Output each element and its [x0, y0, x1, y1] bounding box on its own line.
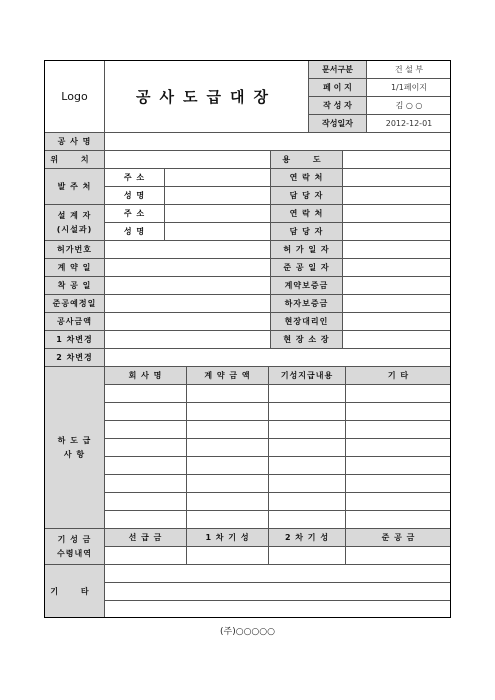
subcontract-col-etc: 기 타	[346, 367, 451, 385]
subcontract-col-amount: 계 약 금 액	[187, 367, 269, 385]
subcontract-etc-cell[interactable]	[346, 493, 451, 511]
progress-col-first: 1 차 기 성	[187, 529, 269, 547]
date-label: 작성일자	[309, 115, 367, 133]
progress-first-field[interactable]	[187, 547, 269, 565]
document-title: 공사도급대장	[105, 61, 309, 133]
client-address-label: 주 소	[105, 169, 165, 187]
subcontract-label	[45, 367, 105, 529]
permit-no-label: 허가번호	[45, 241, 105, 259]
subcontract-col-payment: 기성지급내용	[269, 367, 346, 385]
subcontract-etc-cell[interactable]	[346, 511, 451, 529]
contract-deposit-label: 계약보증금	[271, 277, 343, 295]
subcontract-amount-cell[interactable]	[187, 439, 269, 457]
subcontract-etc-cell[interactable]	[346, 385, 451, 403]
client-name-label: 성 명	[105, 187, 165, 205]
change2-label: 2 차변경	[45, 349, 105, 367]
permit-date-label: 허 가 일 자	[271, 241, 343, 259]
defect-deposit-label: 하자보증금	[271, 295, 343, 313]
subcontract-label-line2: 사 항	[63, 449, 86, 459]
start-date-field[interactable]	[105, 277, 271, 295]
site-agent-field[interactable]	[343, 313, 451, 331]
site-manager-label: 현 장 소 장	[271, 331, 343, 349]
subcontract-amount-cell[interactable]	[187, 475, 269, 493]
change1-field[interactable]	[105, 331, 271, 349]
amount-field[interactable]	[105, 313, 271, 331]
subcontract-company-cell[interactable]	[105, 457, 187, 475]
client-manager-label: 담 당 자	[271, 187, 343, 205]
subcontract-amount-cell[interactable]	[187, 511, 269, 529]
progress-label	[45, 529, 105, 565]
change2-field[interactable]	[105, 349, 451, 367]
doc-type-label: 문서구분	[309, 61, 367, 79]
site-manager-field[interactable]	[343, 331, 451, 349]
designer-contact-label: 연 락 처	[271, 205, 343, 223]
subcontract-payment-cell[interactable]	[269, 475, 346, 493]
amount-label: 공사금액	[45, 313, 105, 331]
subcontract-etc-cell[interactable]	[346, 475, 451, 493]
subcontract-etc-cell[interactable]	[346, 457, 451, 475]
subcontract-etc-cell[interactable]	[346, 439, 451, 457]
etc-field-1[interactable]	[105, 565, 451, 583]
defect-deposit-field[interactable]	[343, 295, 451, 313]
subcontract-company-cell[interactable]	[105, 493, 187, 511]
client-name-field[interactable]	[165, 187, 271, 205]
subcontract-company-cell[interactable]	[105, 385, 187, 403]
subcontract-payment-cell[interactable]	[269, 493, 346, 511]
subcontract-payment-cell[interactable]	[269, 439, 346, 457]
subcontract-amount-cell[interactable]	[187, 457, 269, 475]
subcontract-amount-cell[interactable]	[187, 403, 269, 421]
subcontract-label-line1: 하 도 급	[57, 435, 92, 445]
designer-address-label: 주 소	[105, 205, 165, 223]
client-contact-label: 연 락 처	[271, 169, 343, 187]
designer-name-field[interactable]	[165, 223, 271, 241]
client-label: 발 주 처	[45, 169, 105, 205]
purpose-field[interactable]	[343, 151, 451, 169]
contract-deposit-field[interactable]	[343, 277, 451, 295]
progress-col-advance: 선 급 금	[105, 529, 187, 547]
permit-no-field[interactable]	[105, 241, 271, 259]
subcontract-company-cell[interactable]	[105, 439, 187, 457]
subcontract-company-cell[interactable]	[105, 475, 187, 493]
subcontract-payment-cell[interactable]	[269, 511, 346, 529]
subcontract-col-company: 회 사 명	[105, 367, 187, 385]
planned-completion-field[interactable]	[105, 295, 271, 313]
subcontract-company-cell[interactable]	[105, 403, 187, 421]
client-contact-field[interactable]	[343, 169, 451, 187]
subcontract-amount-cell[interactable]	[187, 493, 269, 511]
date-value: 2012-12-01	[367, 115, 451, 133]
planned-completion-label: 준공예정일	[45, 295, 105, 313]
page-label: 페 이 지	[309, 79, 367, 97]
project-name-field[interactable]	[105, 133, 451, 151]
etc-field-2[interactable]	[105, 583, 451, 601]
page-value: 1/1페이지	[367, 79, 451, 97]
progress-col-second: 2 차 기 성	[269, 529, 346, 547]
designer-manager-field[interactable]	[343, 223, 451, 241]
designer-name-label: 성 명	[105, 223, 165, 241]
completion-date-field[interactable]	[343, 259, 451, 277]
designer-address-field[interactable]	[165, 205, 271, 223]
subcontract-etc-cell[interactable]	[346, 403, 451, 421]
location-field[interactable]	[105, 151, 271, 169]
doc-type-value: 건 설 부	[367, 61, 451, 79]
project-name-label: 공 사 명	[45, 133, 105, 151]
subcontract-payment-cell[interactable]	[269, 421, 346, 439]
logo-placeholder: Logo	[45, 61, 105, 133]
change1-label: 1 차변경	[45, 331, 105, 349]
progress-label-line2: 수령내역	[57, 548, 92, 558]
purpose-label: 용 도	[271, 151, 343, 169]
subcontract-payment-cell[interactable]	[269, 385, 346, 403]
site-agent-label: 현장대리인	[271, 313, 343, 331]
progress-advance-field[interactable]	[105, 547, 187, 565]
progress-label-line1: 기 성 금	[57, 534, 92, 544]
start-date-label: 착 공 일	[45, 277, 105, 295]
progress-col-completion: 준 공 금	[346, 529, 451, 547]
etc-label: 기 타	[45, 565, 105, 618]
progress-second-field[interactable]	[269, 547, 346, 565]
subcontract-amount-cell[interactable]	[187, 385, 269, 403]
subcontract-payment-cell[interactable]	[269, 457, 346, 475]
client-address-field[interactable]	[165, 169, 271, 187]
author-label: 작 성 자	[309, 97, 367, 115]
permit-date-field[interactable]	[343, 241, 451, 259]
designer-label	[45, 205, 105, 241]
document-form	[44, 60, 451, 618]
subcontract-payment-cell[interactable]	[269, 403, 346, 421]
subcontract-etc-cell[interactable]	[346, 421, 451, 439]
etc-field-3[interactable]	[105, 601, 451, 618]
location-label: 위 치	[45, 151, 105, 169]
completion-date-label: 준 공 일 자	[271, 259, 343, 277]
client-manager-field[interactable]	[343, 187, 451, 205]
designer-manager-label: 담 당 자	[271, 223, 343, 241]
company-footer: (주)○○○○○	[220, 627, 275, 637]
subcontract-company-cell[interactable]	[105, 511, 187, 529]
designer-label-line1: 설 계 자	[57, 210, 92, 220]
designer-label-line2: (시설과)	[56, 224, 93, 234]
designer-contact-field[interactable]	[343, 205, 451, 223]
contract-date-field[interactable]	[105, 259, 271, 277]
progress-completion-field[interactable]	[346, 547, 451, 565]
subcontract-company-cell[interactable]	[105, 421, 187, 439]
author-value: 김 ○ ○	[367, 97, 451, 115]
subcontract-amount-cell[interactable]	[187, 421, 269, 439]
contract-date-label: 계 약 일	[45, 259, 105, 277]
